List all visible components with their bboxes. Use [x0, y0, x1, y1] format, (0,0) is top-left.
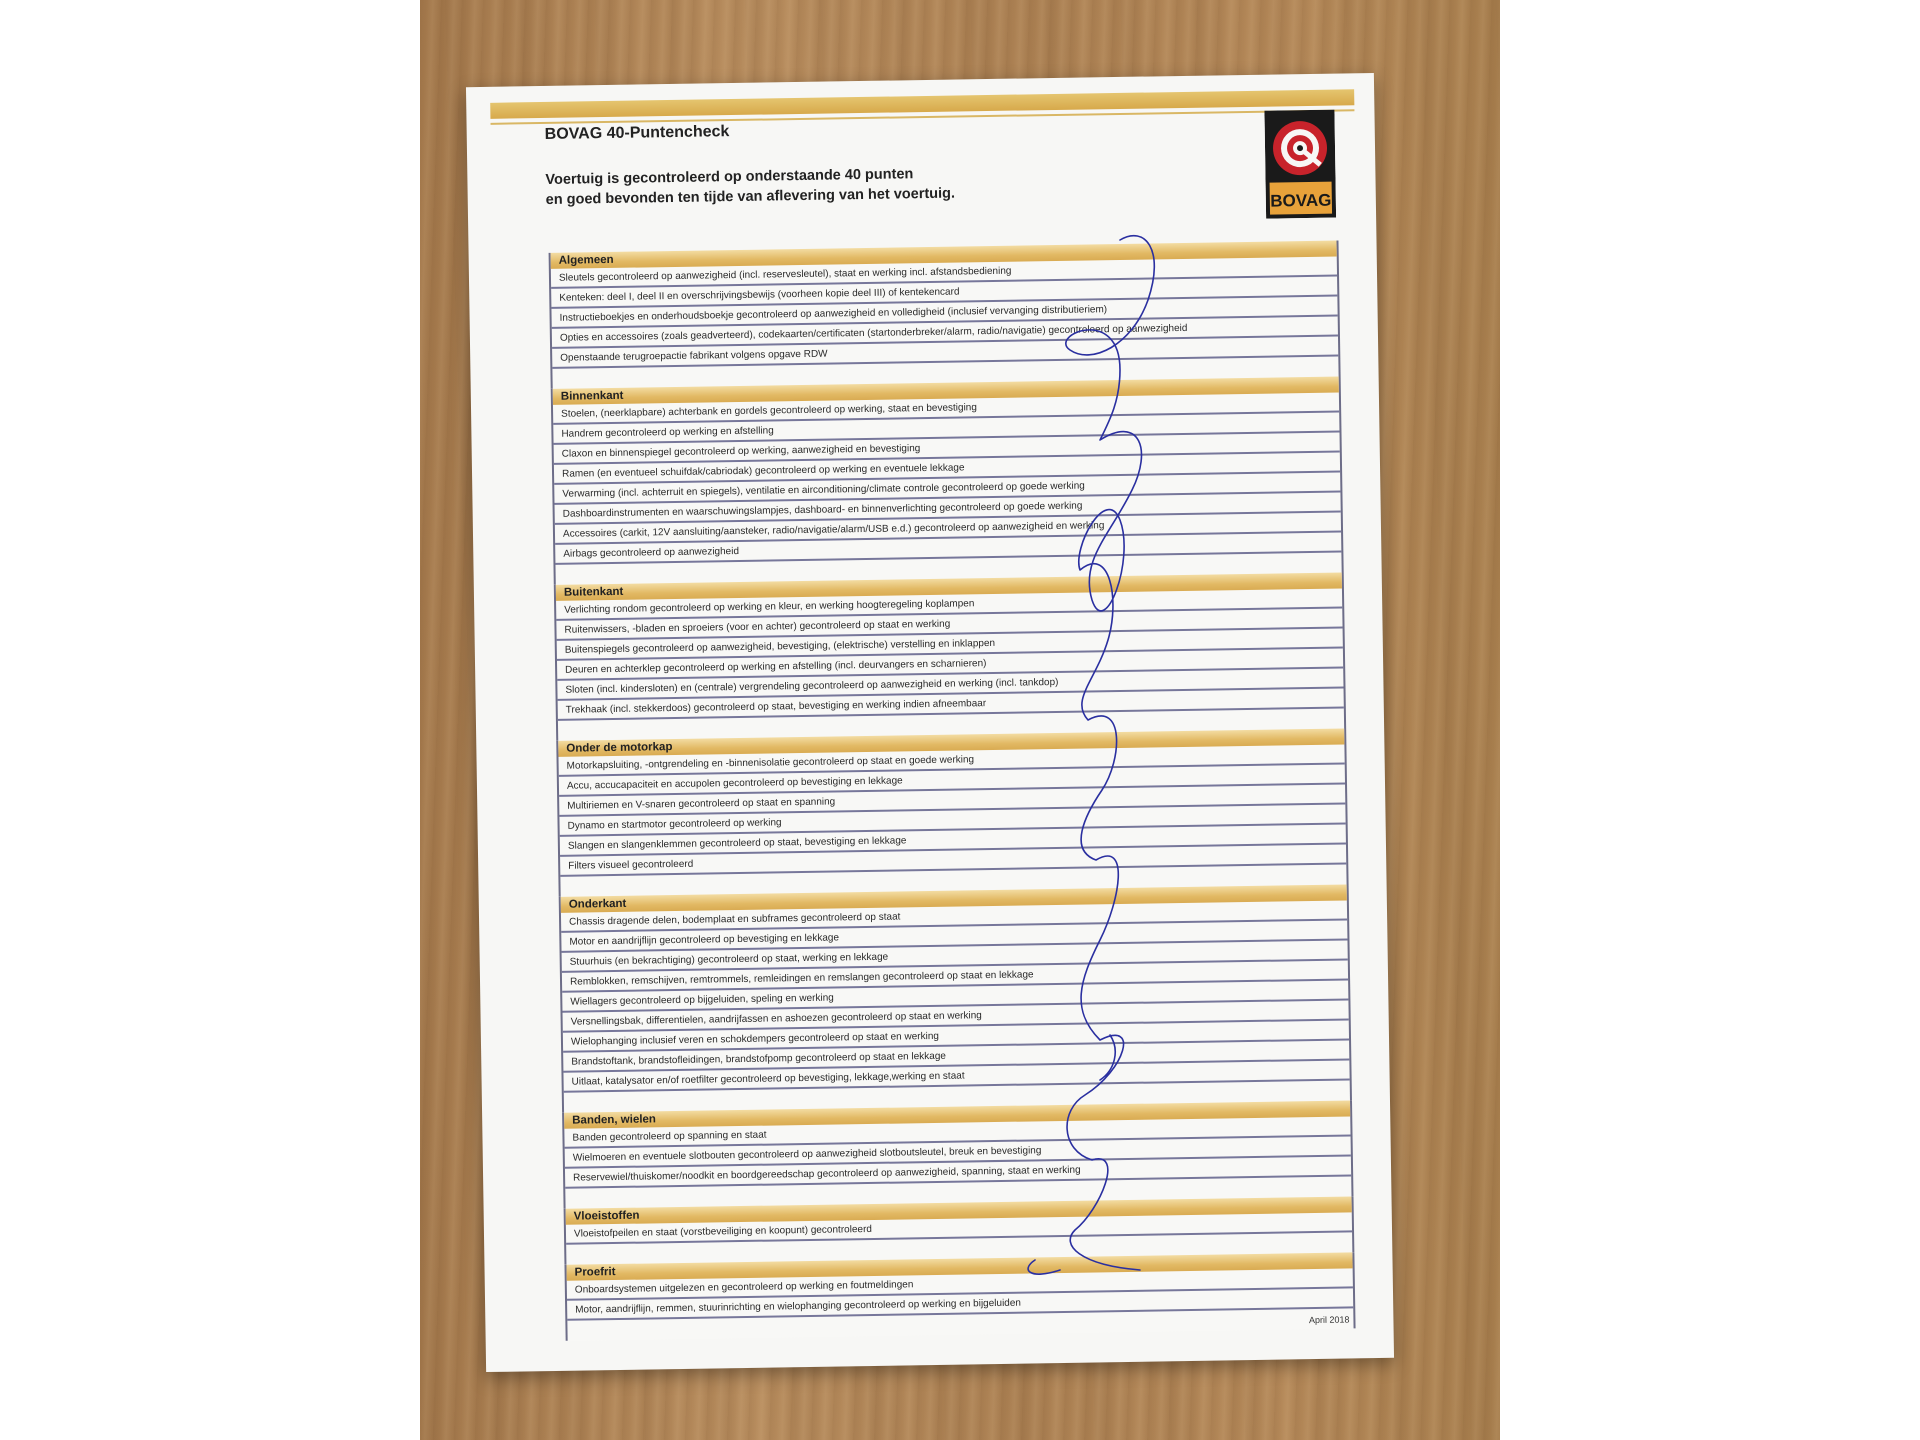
checklist-item: Slangen en slangenklemmen gecontroleerd op staat, bevestiging en lekkage [560, 824, 1346, 856]
header-band [490, 89, 1354, 119]
checklist [549, 241, 1356, 1341]
document-subtitle [545, 164, 955, 210]
checklist-item: Wielmoeren en eventuele slotbouten gecontroleerd op aanwezigheid slotboutsleutel, breuk en bevestiging [565, 1136, 1351, 1168]
checklist-item: Stoelen, (neerklapbare) achterbank en gordels gecontroleerd op werking, staat en bevestiging [553, 393, 1339, 425]
checklist-item: Multiriemen en V-snaren gecontroleerd op staat en spanning [559, 784, 1345, 816]
checklist-item: Motor en aandrijflijn gecontroleerd op bevestiging en lekkage [561, 920, 1347, 952]
checklist-item: Ruitenwissers, -bladen en sproeiers (voor en achter) gecontroleerd op staat en werking [556, 609, 1342, 641]
checklist-item: Sleutels gecontroleerd op aanwezigheid (incl. reservesleutel), staat en werking incl. afstandsbediening [551, 257, 1337, 289]
checklist-item: Wielophanging inclusief veren en schokdempers gecontroleerd op staat en werking [563, 1020, 1349, 1052]
section-heading: Onder de motorkap [558, 728, 1344, 756]
checklist-item: Vloeistofpeilen en staat (vorstbeveiliging en koopunt) gecontroleerd [566, 1212, 1352, 1244]
checklist-item: Instructieboekjes en onderhoudsboekje gecontroleerd op aanwezigheid en volledigheid (inclusief vervanging distributieriem) [551, 297, 1337, 329]
section-heading: Onderkant [561, 884, 1347, 912]
checklist-section [564, 1252, 1355, 1340]
bovag-logo [1264, 110, 1336, 219]
logo-wordmark: BOVAG [1270, 190, 1332, 211]
checklist-item: Sloten (incl. kindersloten) en (centrale) vergrendeling gecontroleerd op aanwezigheid en werking (incl. tankdop) [557, 669, 1343, 701]
section-heading: Buitenkant [556, 573, 1342, 601]
checklist-item: Dashboardinstrumenten en waarschuwingslampjes, dashboard- en binnenverlichting gecontroleerd op goede werking [555, 493, 1341, 525]
checklist-section [551, 377, 1344, 585]
checklist-item: Brandstoftank, brandstofleidingen, brandstofpomp gecontroleerd op staat en lekkage [563, 1040, 1349, 1072]
checklist-item: Ramen (en eventueel schuifdak/cabriodak) gecontroleerd op werking en eventuele lekkage [554, 453, 1340, 485]
checklist-section [554, 572, 1346, 740]
checklist-item: Buitenspiegels gecontroleerd op aanwezigheid, bevestiging, (elektrische) verstelling en inklappen [557, 629, 1343, 661]
checklist-item: Kenteken: deel I, deel II en overschrijvingsbewijs (voorheen kopie deel III) of kentekencard [551, 277, 1337, 309]
subtitle-line: en goed bevonden ten tijde van aflevering van het voertuig. [545, 185, 956, 208]
checklist-item: Airbags gecontroleerd op aanwezigheid [555, 533, 1341, 565]
section-heading: Vloeistoffen [566, 1196, 1352, 1224]
checklist-section [556, 728, 1348, 896]
subtitle-line: Voertuig is gecontroleerd op onderstaande 40 punten [545, 166, 914, 188]
checklist-item: Claxon en binnenspiegel gecontroleerd op werking, aanwezigheid en bevestiging [554, 433, 1340, 465]
checklist-item: Remblokken, remschijven, remtrommels, remleidingen en remslangen gecontroleerd op staat en lekkage [562, 960, 1348, 992]
section-heading: Proefrit [566, 1252, 1352, 1280]
checklist-item: Verwarming (incl. achterruit en spiegels), ventilatie en airconditioning/climate controle gecontroleerd op goede werking [554, 473, 1340, 505]
checklist-item: Openstaande terugroepactie fabrikant volgens opgave RDW [552, 337, 1338, 369]
checklist-section [559, 884, 1352, 1112]
checklist-item: Accu, accucapaciteit en accupolen gecontroleerd op bevestiging en lekkage [559, 764, 1345, 796]
checklist-item: Filters visueel gecontroleerd [560, 844, 1346, 876]
checklist-item: Banden gecontroleerd op spanning en staat [564, 1116, 1350, 1148]
checklist-item: Opties en accessoires (zoals geadverteerd), codekaarten/certificaten (startonderbreker/alarm, radio/navigatie) gecontroleerd op aanwezigheid [552, 317, 1338, 349]
checklist-item: Onboardsystemen uitgelezen en gecontroleerd op werking en foutmeldingen [567, 1268, 1353, 1300]
checklist-item: Uitlaat, katalysator en/of roetfilter gecontroleerd op bevestiging, lekkage,werking en staat [563, 1060, 1349, 1092]
checklist-item: Reservewiel/thuiskomer/noodkit en boordgereedschap gecontroleerd op aanwezigheid, spanning, staat en werking [565, 1156, 1351, 1188]
checklist-item: Dynamo en startmotor gecontroleerd op werking [559, 804, 1345, 836]
photo-background [420, 0, 1500, 1440]
checklist-item: Accessoires (carkit, 12V aansluiting/aansteker, radio/navigatie/alarm/USB e.d.) gecontroleerd op aanwezigheid en werking [555, 513, 1341, 545]
checklist-section [562, 1100, 1353, 1208]
checklist-item: Trekhaak (incl. stekkerdoos) gecontroleerd op staat, bevestiging en werking indien afneembaar [558, 689, 1344, 721]
checklist-item: Stuurhuis (en bekrachtiging) gecontroleerd op staat, werking en lekkage [562, 940, 1348, 972]
checklist-item: Versnellingsbak, differentielen, aandrijfassen en ashoezen gecontroleerd op staat en werking [563, 1000, 1349, 1032]
checklist-item: Motor, aandrijflijn, remmen, stuurinrichting en wielophanging gecontroleerd op werking en bijgeluiden [567, 1288, 1353, 1320]
footer-date: April 2018 [1308, 1314, 1350, 1326]
checklist-item: Handrem gecontroleerd op werking en afstelling [553, 413, 1339, 445]
section-heading: Binnenkant [553, 377, 1339, 405]
checklist-item: Verlichting rondom gecontroleerd op werking en kleur, en werking hoogteregeling koplampen [556, 589, 1342, 621]
checklist-item: Motorkapsluiting, -ontgrendeling en -binnenisolatie gecontroleerd op staat en goede werking [558, 744, 1344, 776]
checklist-sheet [466, 73, 1394, 1372]
checklist-section [549, 241, 1341, 389]
section-heading: Algemeen [551, 241, 1337, 269]
document-title: BOVAG 40-Puntencheck [544, 123, 730, 143]
checklist-item: Wiellagers gecontroleerd op bijgeluiden, speling en werking [562, 980, 1348, 1012]
checklist-item: Chassis dragende delen, bodemplaat en subframes gecontroleerd op staat [561, 900, 1347, 932]
section-heading: Banden, wielen [564, 1100, 1350, 1128]
checklist-item: Deuren en achterklep gecontroleerd op werking en afstelling (incl. deurvangers en scharnieren) [557, 649, 1343, 681]
